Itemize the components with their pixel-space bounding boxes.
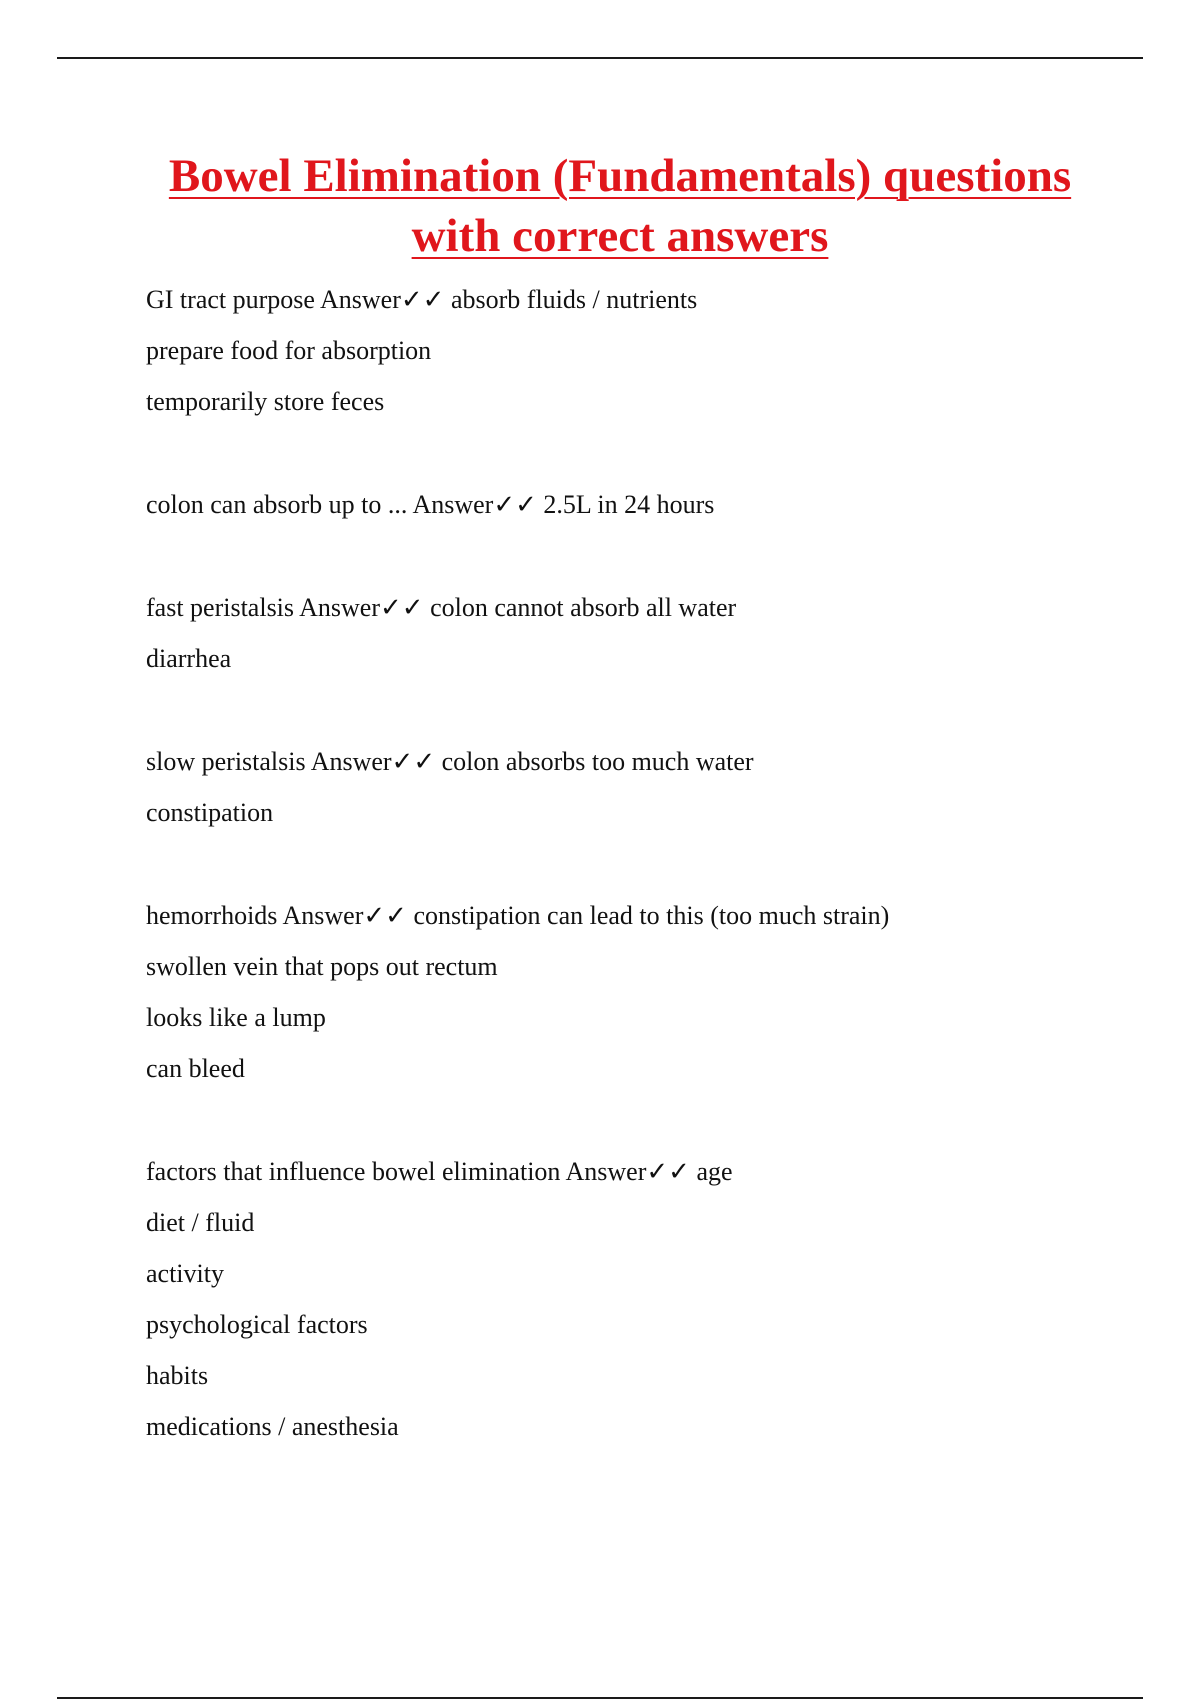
answer-marker: Answer✓✓ <box>565 1157 690 1186</box>
answer-marker: Answer✓✓ <box>310 747 436 776</box>
document-title <box>80 146 1160 266</box>
answer-line: habits <box>146 1361 209 1390</box>
answer-line: swollen vein that pops out rectum <box>146 952 498 981</box>
qa-item-2-first-line <box>146 492 714 518</box>
qa-item-4-first-line <box>146 749 754 775</box>
answer-line: medications / anesthesia <box>146 1412 399 1441</box>
answer-line: 2.5L in 24 hours <box>543 490 715 519</box>
qa-item-1-first-line <box>146 287 697 313</box>
document-title-line-1: Bowel Elimination (Fundamentals) questions <box>168 150 1072 202</box>
answer-line: psychological factors <box>146 1310 368 1339</box>
answer-line: looks like a lump <box>146 1003 326 1032</box>
qa-item-6-first-line <box>146 1159 733 1185</box>
answer-marker: Answer✓✓ <box>282 901 407 930</box>
answer-line: constipation can lead to this (too much strain) <box>413 901 890 930</box>
answer-marker: Answer✓✓ <box>320 285 445 314</box>
answer-line: age <box>696 1157 733 1186</box>
answer-line: prepare food for absorption <box>146 336 432 365</box>
answer-line: diarrhea <box>146 644 232 673</box>
answer-marker: Answer✓✓ <box>299 593 424 622</box>
question-text: fast peristalsis <box>146 593 295 622</box>
answer-line: colon absorbs too much water <box>441 747 754 776</box>
qa-item-3-first-line <box>146 595 736 621</box>
question-text: factors that influence bowel elimination <box>146 1157 561 1186</box>
answer-line: absorb fluids / nutrients <box>450 285 698 314</box>
question-text: slow peristalsis <box>146 747 306 776</box>
answer-line: colon cannot absorb all water <box>430 593 737 622</box>
question-text: colon can absorb up to ... <box>146 490 408 519</box>
answer-line: temporarily store feces <box>146 387 385 416</box>
question-text: hemorrhoids <box>146 901 278 930</box>
answer-line: diet / fluid <box>146 1208 255 1237</box>
answer-line: activity <box>146 1259 224 1288</box>
page-bottom-rule <box>57 1697 1143 1699</box>
answer-marker: Answer✓✓ <box>412 490 537 519</box>
document-title-line-2: with correct answers <box>411 210 829 262</box>
qa-item-5-first-line <box>146 903 889 929</box>
answer-line: can bleed <box>146 1054 245 1083</box>
question-text: GI tract purpose <box>146 285 315 314</box>
answer-line: constipation <box>146 798 274 827</box>
page-top-rule <box>57 57 1143 59</box>
